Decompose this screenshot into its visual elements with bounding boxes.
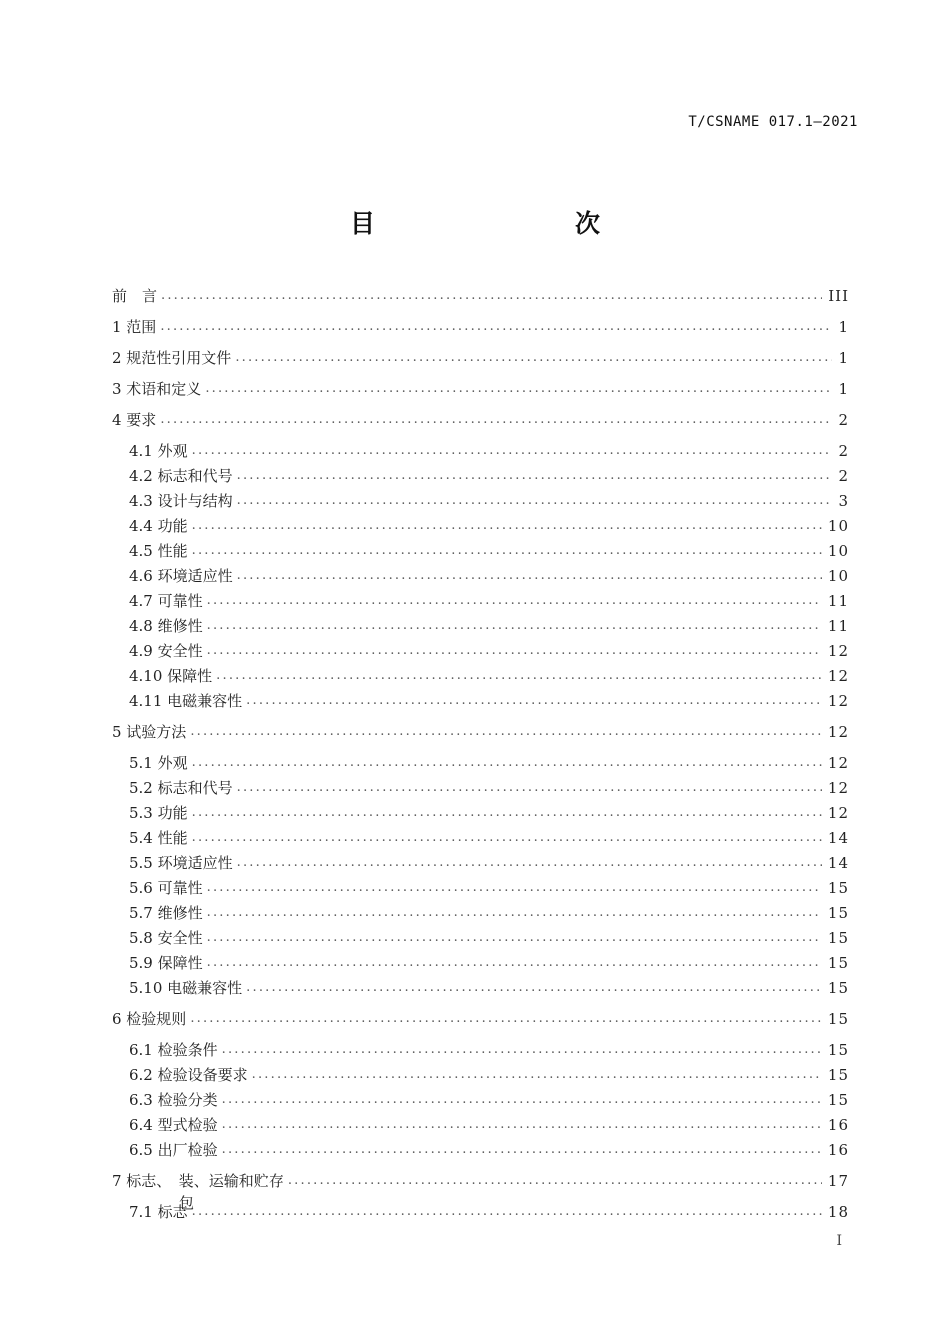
toc-leader-dots (207, 589, 822, 613)
toc-entry[interactable] (129, 539, 849, 563)
toc-leader-dots (222, 1113, 822, 1137)
toc-entry[interactable] (129, 751, 849, 775)
toc-entry-label: 5.2 标志和代号 (129, 779, 233, 797)
toc-entry[interactable] (112, 1007, 849, 1031)
toc-leader-dots (207, 951, 822, 975)
toc-leader-dots (237, 851, 822, 875)
toc-entry-label: 6.4 型式检验 (129, 1116, 218, 1134)
toc-entry[interactable] (112, 284, 849, 308)
toc-entry-label: 5.8 安全性 (129, 929, 203, 947)
toc-entry-label: 7 标志、 装、运输和贮存 (112, 1172, 284, 1190)
toc-entry-page: 1 (838, 349, 849, 367)
toc-entry-page: 15 (827, 879, 849, 897)
toc-entry[interactable] (129, 664, 849, 688)
toc-entry-label: 6 检验规则 (112, 1010, 187, 1028)
toc-entry-label: 5.3 功能 (129, 804, 188, 822)
toc-entry[interactable] (129, 926, 849, 950)
toc-leader-dots (246, 689, 822, 713)
toc-entry-label: 4.6 环境适应性 (129, 567, 233, 585)
toc-entry-page: 15 (827, 929, 849, 947)
toc-entry-label: 5.4 性能 (129, 829, 188, 847)
document-code: T/CSNAME 017.1—2021 (688, 114, 858, 130)
toc-entry-page: 2 (838, 442, 849, 460)
toc-entry-page: 1 (838, 318, 849, 336)
toc-entry[interactable] (129, 1038, 849, 1062)
toc-entry-label: 4.7 可靠性 (129, 592, 203, 610)
toc-entry-label: 4.4 功能 (129, 517, 188, 535)
toc-leader-dots (246, 976, 822, 1000)
toc-entry[interactable] (112, 346, 849, 370)
toc-entry-page: 11 (827, 617, 849, 635)
toc-leader-dots (237, 776, 822, 800)
toc-entry-page: 2 (838, 411, 849, 429)
toc-entry[interactable] (129, 489, 849, 513)
toc-entry-page: 12 (827, 692, 849, 710)
toc-leader-dots (190, 720, 822, 744)
toc-entry[interactable] (112, 408, 849, 432)
toc-leader-dots (222, 1138, 822, 1162)
toc-entry[interactable] (129, 639, 849, 663)
toc-leader-dots (192, 514, 822, 538)
toc-entry[interactable] (129, 1063, 849, 1087)
toc-entry-page: 12 (827, 723, 849, 741)
toc-entry-label: 3 术语和定义 (112, 380, 202, 398)
toc-entry-label: 6.2 检验设备要求 (129, 1066, 248, 1084)
toc-entry[interactable] (129, 439, 849, 463)
toc-entry-page: 15 (827, 979, 849, 997)
toc-leader-dots (161, 284, 822, 308)
toc-entry-label: 5.7 维修性 (129, 904, 203, 922)
toc-leader-dots (207, 639, 822, 663)
toc-entry-page: 2 (838, 467, 849, 485)
toc-entry-label: 5.10 电磁兼容性 (129, 979, 243, 997)
toc-leader-dots (252, 1063, 822, 1087)
toc-entry-label: 5.1 外观 (129, 754, 188, 772)
toc-leader-dots (207, 926, 822, 950)
toc-entry-page: 16 (827, 1141, 849, 1159)
toc-entry-label: 5 试验方法 (112, 723, 187, 741)
toc-entry-page: 15 (827, 1066, 849, 1084)
toc-entry-page: 12 (827, 754, 849, 772)
toc-leader-dots (237, 564, 822, 588)
toc-title: 目 次 (349, 209, 650, 238)
toc-leader-dots (216, 664, 822, 688)
toc-leader-dots (192, 539, 822, 563)
toc-entry-label: 6.3 检验分类 (129, 1091, 218, 1109)
toc-entry-label: 4.5 性能 (129, 542, 188, 560)
toc-entry-page: 10 (827, 542, 849, 560)
toc-entry-label: 6.1 检验条件 (129, 1041, 218, 1059)
toc-entry-label: 1 范围 (112, 318, 157, 336)
page-number: I (836, 1233, 842, 1249)
toc-leader-dots (207, 901, 822, 925)
toc-entry[interactable] (129, 876, 849, 900)
toc-leader-dots (190, 1007, 822, 1031)
toc-entry[interactable] (129, 1200, 849, 1224)
toc-entry-page: 11 (827, 592, 849, 610)
toc-leader-dots (192, 801, 822, 825)
toc-entry-label: 5.5 环境适应性 (129, 854, 233, 872)
toc-entry-page: 10 (827, 517, 849, 535)
toc-leader-dots (237, 464, 833, 488)
toc-entry-page: 12 (827, 804, 849, 822)
toc-entry-page: 12 (827, 642, 849, 660)
toc-entry-page: 1 (838, 380, 849, 398)
toc-entry-page: 17 (827, 1172, 849, 1190)
stray-character: 包 (179, 1194, 195, 1212)
toc-entry-page: 15 (827, 904, 849, 922)
toc-entry[interactable] (129, 901, 849, 925)
toc-entry-label: 2 规范性引用文件 (112, 349, 232, 367)
toc-leader-dots (192, 751, 822, 775)
toc-entry[interactable] (112, 1169, 849, 1193)
toc-leader-dots (288, 1169, 822, 1193)
toc-entry[interactable] (129, 689, 849, 713)
toc-entry[interactable] (129, 614, 849, 638)
toc-entry-label: 7.1 标志 (129, 1203, 188, 1221)
toc-entry[interactable] (112, 720, 849, 744)
toc-entry[interactable] (129, 801, 849, 825)
toc-entry-label: 4 要求 (112, 411, 157, 429)
toc-entry-label: 4.2 标志和代号 (129, 467, 233, 485)
toc-leader-dots (207, 614, 822, 638)
toc-leader-dots (237, 489, 833, 513)
toc-entry[interactable] (129, 851, 849, 875)
toc-entry-page: 15 (827, 954, 849, 972)
toc-entry[interactable] (112, 315, 849, 339)
toc-entry-label: 4.10 保障性 (129, 667, 213, 685)
toc-leader-dots (192, 826, 822, 850)
toc-leader-dots (160, 408, 832, 432)
toc-entry-label: 前 言 (112, 287, 158, 305)
toc-entry-page: 18 (827, 1203, 849, 1221)
toc-entry-label: 4.9 安全性 (129, 642, 203, 660)
toc-entry[interactable] (129, 1088, 849, 1112)
toc-leader-dots (192, 1200, 822, 1224)
toc-entry-page: 16 (827, 1116, 849, 1134)
toc-entry-label: 5.6 可靠性 (129, 879, 203, 897)
toc-entry[interactable] (129, 951, 849, 975)
toc-entry[interactable] (129, 1138, 849, 1162)
toc-entry-page: 15 (827, 1010, 849, 1028)
toc-entry-label: 4.11 电磁兼容性 (129, 692, 243, 710)
toc-entry-page: 15 (827, 1041, 849, 1059)
toc-entry-page: 12 (827, 779, 849, 797)
toc-entry[interactable] (129, 826, 849, 850)
toc-leader-dots (235, 346, 832, 370)
toc-entry[interactable] (112, 377, 849, 401)
toc-entry-page: 12 (827, 667, 849, 685)
toc-leader-dots (192, 439, 833, 463)
toc-entry-page: 3 (838, 492, 849, 510)
toc-entry[interactable] (129, 514, 849, 538)
toc-entry-page: 15 (827, 1091, 849, 1109)
toc-entry[interactable] (129, 589, 849, 613)
toc-leader-dots (160, 315, 832, 339)
toc-leader-dots (207, 876, 822, 900)
toc-entry-label: 4.8 维修性 (129, 617, 203, 635)
toc-entry-label: 5.9 保障性 (129, 954, 203, 972)
toc-entry-label: 4.3 设计与结构 (129, 492, 233, 510)
toc-entry-page: 14 (827, 829, 849, 847)
toc-leader-dots (222, 1088, 822, 1112)
toc-leader-dots (205, 377, 832, 401)
toc-entry-page: III (828, 287, 849, 305)
toc-entry[interactable] (129, 564, 849, 588)
toc-entry-page: 10 (827, 567, 849, 585)
toc-entry[interactable] (129, 1113, 849, 1137)
toc-entry-label: 4.1 外观 (129, 442, 188, 460)
toc-entry[interactable] (129, 464, 849, 488)
toc-entry[interactable] (129, 776, 849, 800)
toc-entry-page: 14 (827, 854, 849, 872)
toc-leader-dots (222, 1038, 822, 1062)
toc-entry-label: 6.5 出厂检验 (129, 1141, 218, 1159)
toc-entry[interactable] (129, 976, 849, 1000)
